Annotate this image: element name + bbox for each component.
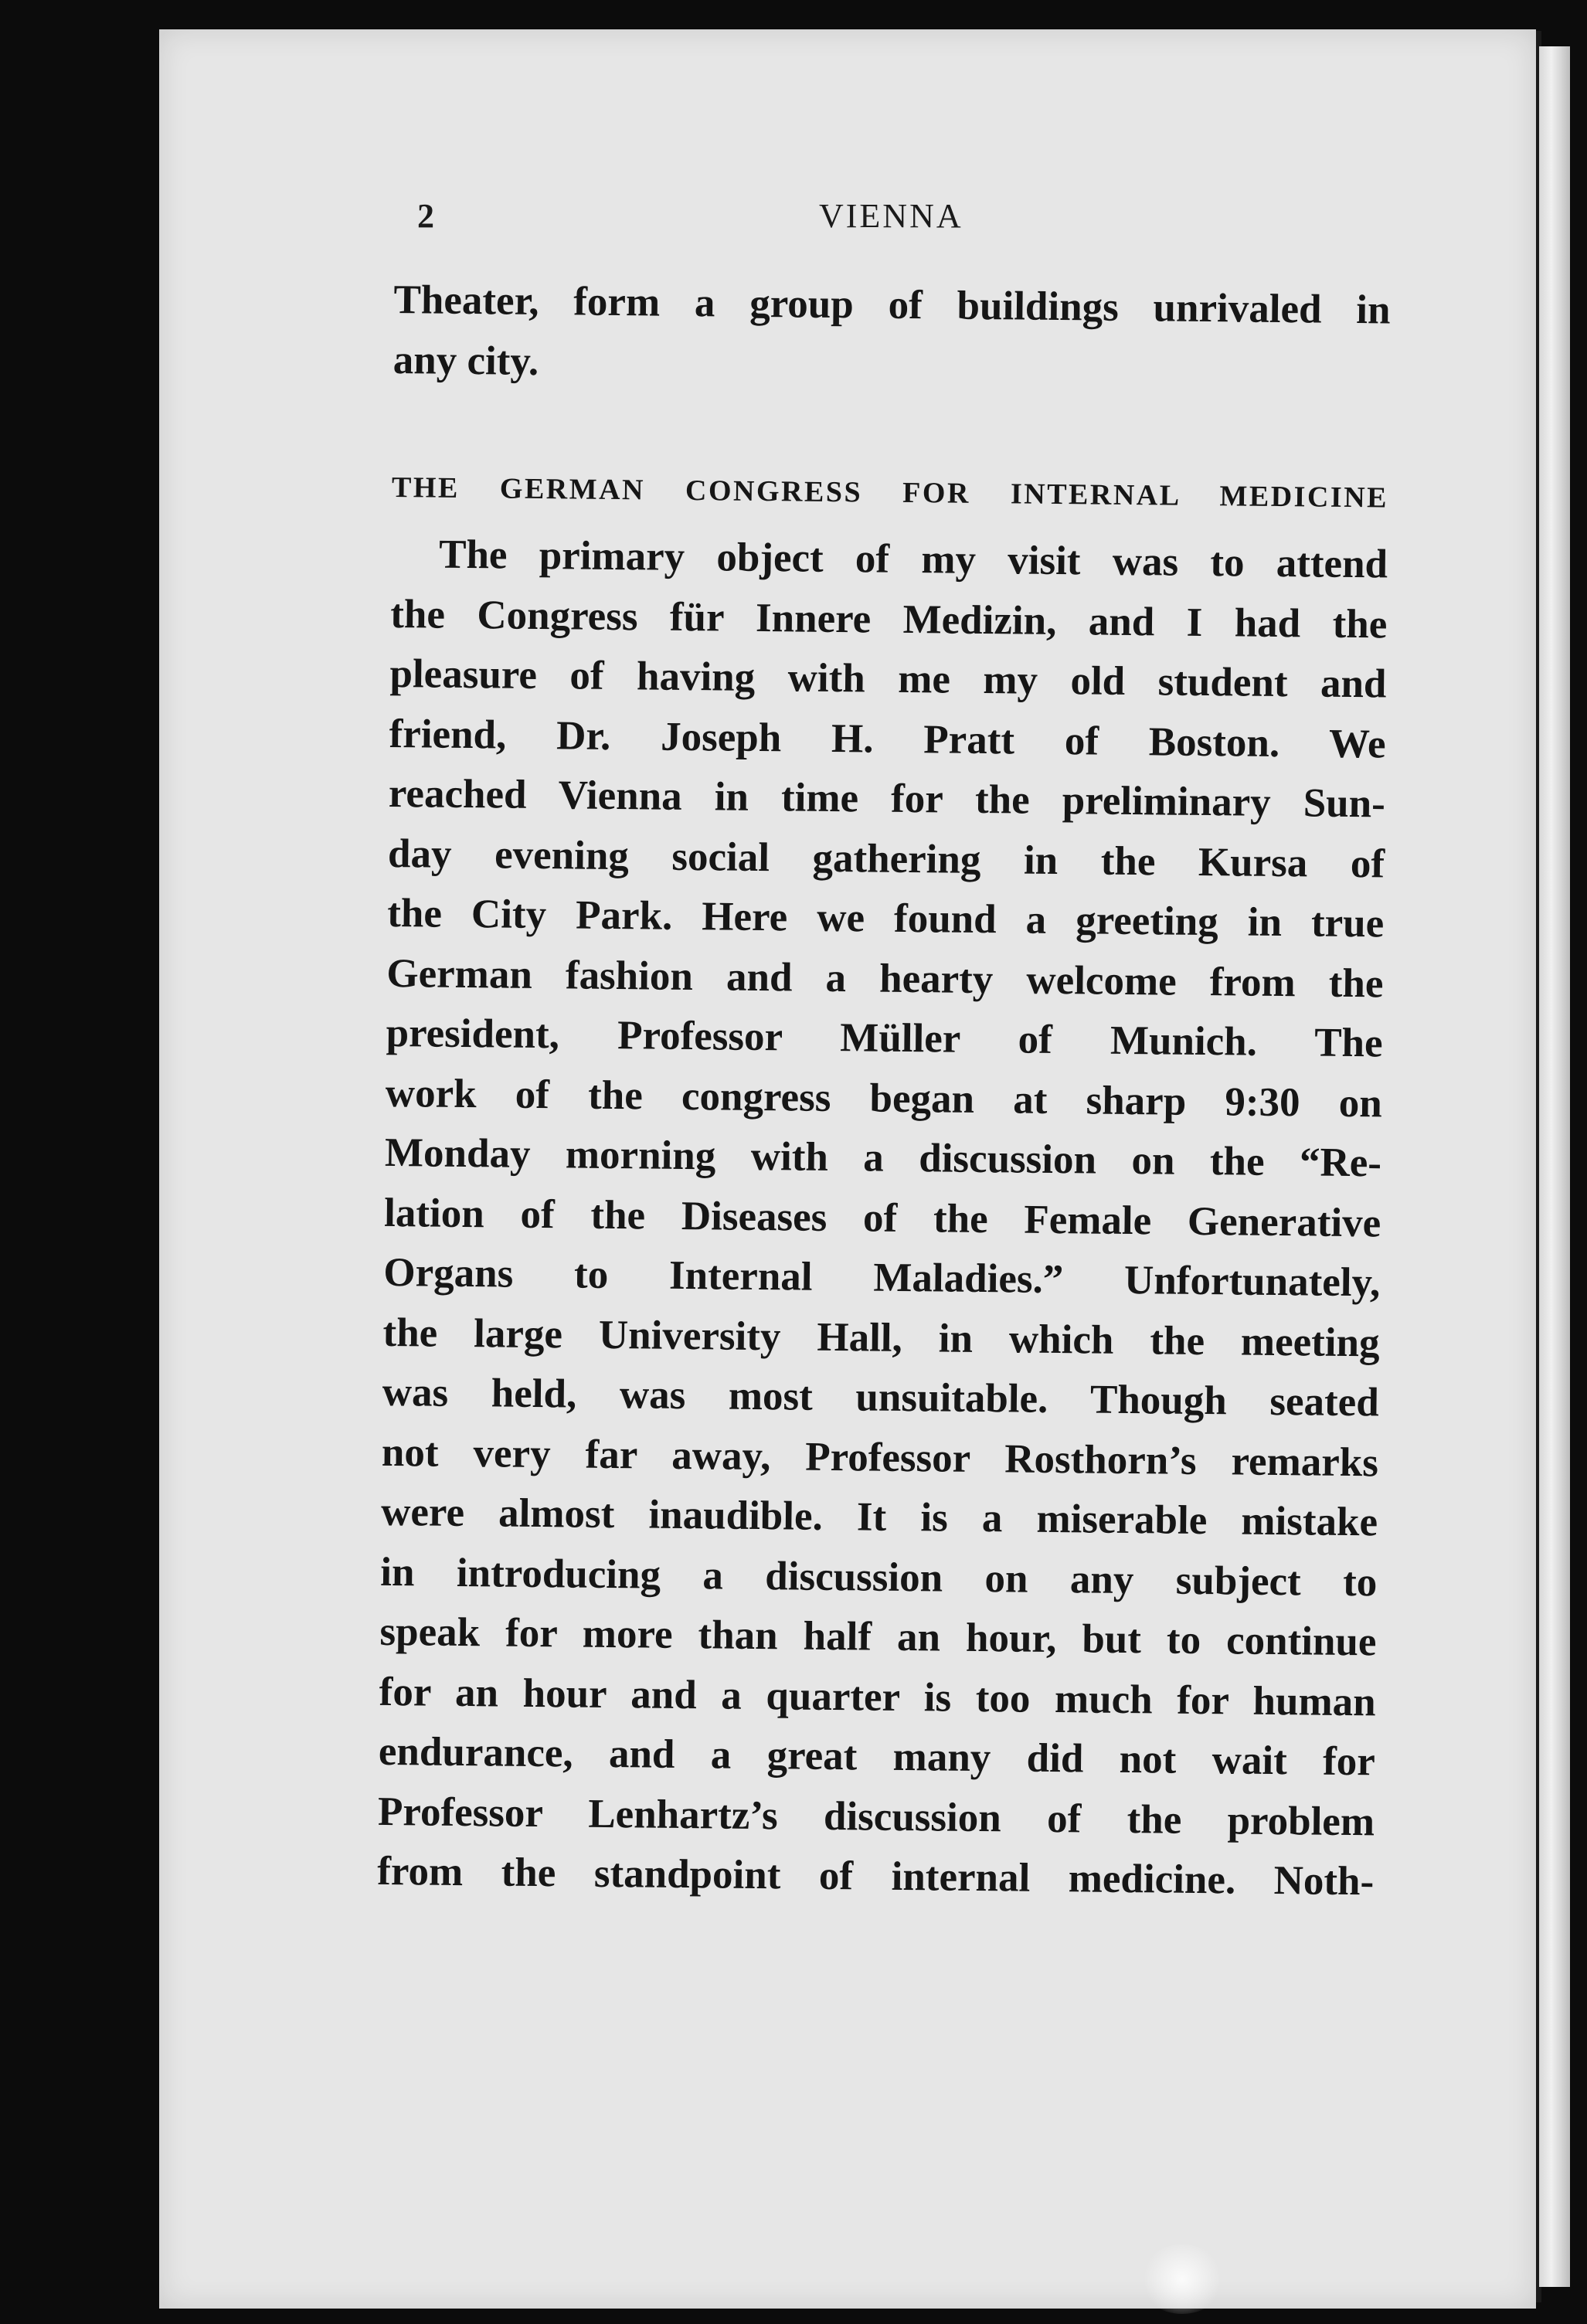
- paragraph-line: the Congress für Innere Medizin, and I had the: [390, 591, 1388, 647]
- text-block: [377, 270, 1391, 1912]
- paragraph-line: president, Professor Müller of Munich. The: [386, 1010, 1383, 1066]
- paragraph-line: Professor Lenhartz’s discussion of the problem: [377, 1789, 1375, 1844]
- running-title: VIENNA: [819, 197, 963, 235]
- section-heading: THE GERMAN CONGRESS FOR INTERNAL MEDICINE: [391, 471, 1389, 515]
- paragraph-line: was held, was most unsuitable. Though seated: [382, 1369, 1380, 1425]
- paragraph-line: the large University Hall, in which the meeting: [382, 1310, 1380, 1365]
- paragraph-line: not very far away, Professor Rosthorn’s remarks: [381, 1429, 1379, 1485]
- paragraph-line: Organs to Internal Maladies.” Unfortunately,: [383, 1249, 1381, 1306]
- paragraph-line: work of the congress began at sharp 9:30 on: [385, 1070, 1383, 1126]
- paragraph-line: day evening social gathering in the Kursa of: [387, 831, 1385, 886]
- body-line: any city.: [393, 337, 539, 384]
- paragraph-line: lation of the Diseases of the Female Generative: [383, 1190, 1381, 1245]
- paragraph-line: from the standpoint of internal medicine. Noth-: [376, 1848, 1375, 1904]
- paragraph-line: pleasure of having with me my old student and: [389, 651, 1387, 707]
- paragraph-line: speak for more than half an hour, but to continue: [379, 1609, 1377, 1665]
- binding-edge: [1539, 46, 1570, 2287]
- running-head: [417, 196, 1383, 243]
- paragraph-line: in introducing a discussion on any subject to: [380, 1549, 1378, 1605]
- paragraph-line: Monday morning with a discussion on the “Re-: [384, 1130, 1382, 1186]
- paragraph-line: endurance, and a great many did not wait for: [378, 1728, 1376, 1785]
- paragraph-line: friend, Dr. Joseph H. Pratt of Boston. We: [389, 711, 1386, 766]
- paragraph-line: the City Park. Here we found a greeting in true: [386, 890, 1385, 946]
- light-glare: [1140, 2244, 1225, 2314]
- body-line: Theater, form a group of buildings unrivaled in: [393, 277, 1391, 333]
- page-number: 2: [417, 197, 434, 235]
- paragraph-line: reached Vienna in time for the preliminary Sun-: [388, 770, 1386, 827]
- paragraph-line: German fashion and a hearty welcome from the: [386, 950, 1384, 1006]
- paragraph-line: for an hour and a quarter is too much for human: [379, 1669, 1376, 1724]
- paragraph-line: The primary object of my visit was to attend: [438, 532, 1388, 587]
- paragraph-line: were almost inaudible. It is a miserable mistake: [380, 1489, 1378, 1545]
